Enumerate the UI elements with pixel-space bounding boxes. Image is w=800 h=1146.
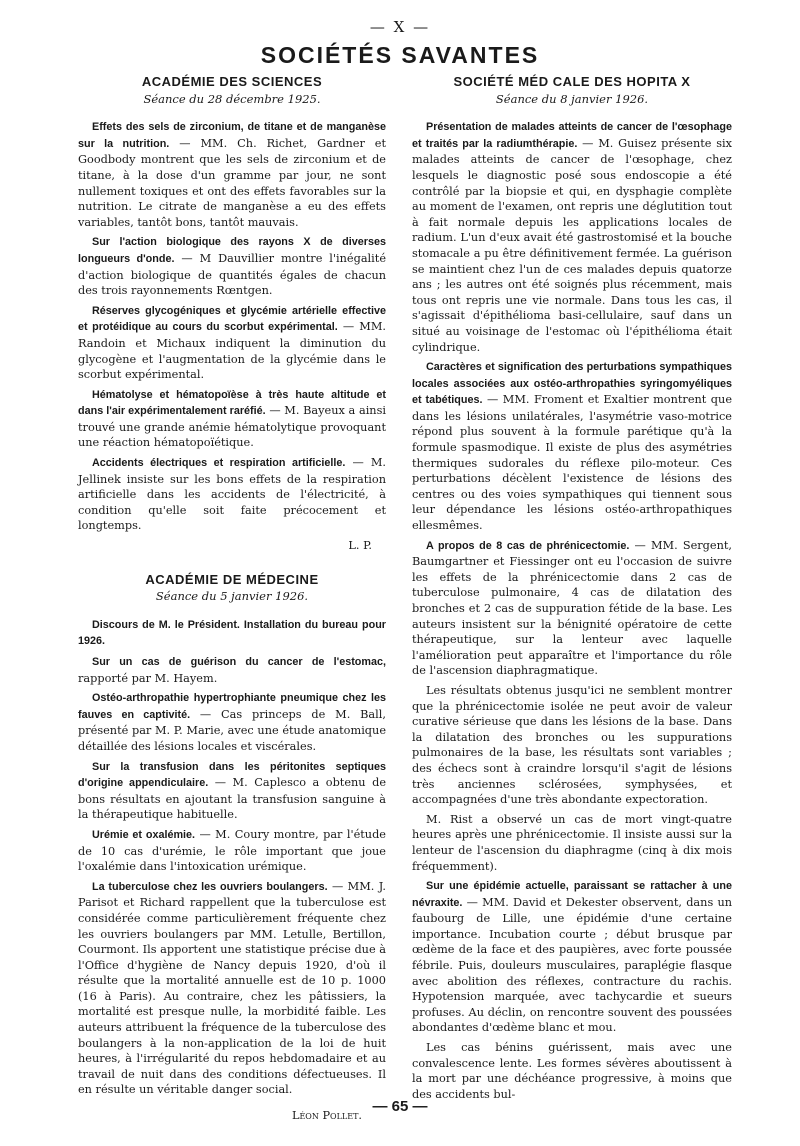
article-entry xyxy=(412,359,732,534)
article-entry xyxy=(78,654,386,686)
entry-title: Ostéo-arthropathie hypertrophiante pneumique chez les fauves en captivité. xyxy=(78,692,386,721)
entry-body: — M. Jellinek insiste sur les bons effets de la respiration artificielle dans les accidents de l'électricité, à condition qu'elle soit faite précocement et longtemps. xyxy=(78,456,387,533)
entry-title: Caractères et signification des perturbations sympathiques locales associées aux ostéo-arthropathies syringomyéliques et tabétiques. xyxy=(412,361,732,407)
entry-body: — Cas princeps de M. Ball, présenté par M. P. Marie, avec une étude anatomique détaillée des lésions locales et viscérales. xyxy=(78,707,386,753)
entry-body: rapporté par M. Hayem. xyxy=(78,671,218,685)
entry-title: Hématolyse et hématopoïèse à très haute altitude et dans l'air expérimentalement raréfié. xyxy=(78,388,386,418)
entry-body: — MM. David et Dekester observent, dans un faubourg de Lille, une épidémie d'une certaine importance. Incubation courte ; début brusque par œdème de la face et des paupières, avec forte poussée fébrile. Puis, douleurs musculaires, paraplégie flasque avec abolition des réflexes, contracture du rachis. Hypotension marquée, avec tachycardie et sueurs profuses. Au déclin, on rencontre souvent des poussées abondantes d'œdème blanc et mou. xyxy=(412,895,732,1035)
article-entry xyxy=(78,690,386,754)
paragraph: M. Rist a observé un cas de mort vingt-quatre heures après une phrénicectomie. Il insiste aussi sur la lenteur de l'ascension du diaphragme (cinq à dix mois fréquemment). xyxy=(412,812,732,873)
paragraph: Les cas bénins guérissent, mais avec une convalescence lente. Les formes sévères aboutissent à la mort par une déchéance progressive, à moins que des accidents bul- xyxy=(412,1041,732,1101)
article-entry xyxy=(412,538,732,679)
section-date: Séance du 8 janvier 1926. xyxy=(495,91,649,106)
section-date: Séance du 5 janvier 1926. xyxy=(155,589,309,604)
entry-body: — MM. Randoin et Michaux indiquent la diminution du glycogène et l'augmentation de la glycémie dans le scorbut expérimental. xyxy=(78,320,386,382)
entry-body: — M Dauvillier montre l'inégalité d'action biologique de quantités égales de chacun des trois rayonnements Rœntgen. xyxy=(78,251,387,298)
entry-body: — MM. Sergent, Baumgartner et Fiessinger ont eu l'occasion de suivre les effets de la phrénicectomie dans 2 cas de tuberculose pulmonaire, 4 cas de dilatation des bronches et 2 cas de suppuration fétide de la base. Les auteurs insistent sur la bénignité opératoire de cette thérapeutique, sur la lenteur avec laquelle l'amélioration peut apparaître et l'importance du rôle de l'ascension diaphragmatique. xyxy=(412,538,732,678)
entry-title: Discours de M. le Président. Installation du bureau pour 1926. xyxy=(78,618,386,648)
section-heading: SOCIÉTÉ MÉD CALE DES HOPITA X xyxy=(453,74,691,89)
page-number: — 65 — xyxy=(372,1098,428,1115)
article-entry xyxy=(78,387,386,451)
page-roman-numeral: — X — xyxy=(369,18,431,36)
entry-body: — MM. J. Parisot et Richard rappellent que la tuberculose est considérée comme particulièrement fréquente chez les ouvriers boulangers par MM. Letulle, Bertillon, Courmont. Ils apportent une statistique précise due à l'Office d'hygiène de Nancy depuis 1920, d'où il résulte que la mortalité annuelle est de 10 p. 1000 (16 à Paris). Au contraire, chez les pâtissiers, la mortalité est presque nulle, la morbidité faible. Les auteurs attribuent la fréquence de la tuberculose des boulangers à la non-application de la loi de huit heures, à l'irrégularité du repos hebdomadaire et au travail de nuit dans des conditions défectueuses. Il en résulte un véritable danger social. xyxy=(78,879,386,1097)
entry-body: — MM. Froment et Exaltier montrent que dans les lésions unilatérales, l'asymétrie vaso-motrice répond plus souvent à la formule parétique qu'à la formule spasmodique. Il existe de plus des asymétries thermiques sudorales du réflexe pilo-moteur. Ces perturbations décèlent l'existence de lésions des centres ou des voies sympathiques qui tiennent sous leur dépendance les lésions ostéo-arthropathiques ellesmêmes. xyxy=(412,393,732,533)
article-entry xyxy=(78,617,386,650)
left-column xyxy=(78,74,386,1124)
article-entry xyxy=(412,119,732,355)
entry-title: Effets des sels de zirconium, de titane et de manganèse sur la nutrition. xyxy=(78,121,386,150)
entry-body: — M. Bayeux a ainsi trouvé une grande anémie hématolytique provoquant une réaction hématopoïétique. xyxy=(78,404,386,450)
author-signature: Léon Pollet. xyxy=(291,1109,362,1123)
section-academie-sciences xyxy=(78,74,386,554)
entry-body: — M. Caplesco a obtenu de bons résultats en ajoutant la transfusion sanguine à la thérapeutique habituelle. xyxy=(78,776,386,822)
article-entry xyxy=(78,119,386,230)
entry-title: Sur un cas de guérison du cancer de l'estomac, xyxy=(92,656,386,668)
page-title: SOCIÉTÉS SAVANTES xyxy=(260,42,540,68)
section-heading: ACADÉMIE DES SCIENCES xyxy=(141,74,323,89)
section-date: Séance du 28 décembre 1925. xyxy=(143,91,321,106)
article-entry xyxy=(78,455,386,534)
article-entry xyxy=(78,879,386,1098)
entry-body: — M. Coury montre, par l'étude de 10 cas d'urémie, le rôle important que joue l'oxalémie dans l'intoxication urémique. xyxy=(78,827,386,874)
right-column xyxy=(412,74,732,1106)
article-entry xyxy=(78,827,386,875)
section-academie-medecine xyxy=(78,572,386,1124)
entry-title: La tuberculose chez les ouvriers boulangers. xyxy=(92,880,328,893)
article-entry xyxy=(412,878,732,1036)
entry-title: Accidents électriques et respiration artificielle. xyxy=(92,457,346,470)
article-entry xyxy=(78,303,386,383)
entry-title: Sur la transfusion dans les péritonites septiques d'origine appendiculaire. xyxy=(78,760,386,790)
paragraph: Les résultats obtenus jusqu'ici ne semblent montrer que la phrénicectomie isolée ne peut avoir de valeur curative sérieuse que dans les lésions de la base. Dans la dilatation des bronches ou les suppurations pulmonaires de la base, les résultats sont variables ; des échecs sont à craindre lorsqu'il s'agit de lésions très anciennes sclérosées, symphysées, et accompagnées d'une très abondante expectoration. xyxy=(412,683,732,807)
article-entry xyxy=(78,234,386,298)
author-signature: L. P. xyxy=(348,539,372,553)
entry-body: — M. Guisez présente six malades atteints de cancer de l'œsophage, chez lesquels le diagnostic posé sous endoscopie a été contrôlé par la biopsie et qui, en dysphagie complète au moment de l'examen, ont repris une déglutition tout à fait normale depuis les applications locales de radium. L'un d'eux avait été gastrostomisé et la bouche stomacale a pu être définitivement fermée. La guérison se maintient chez l'un de ces malades depuis quatorze ans ; les autres ont été soignés plus récemment, mais tous ont repris une vie normale. Dans tous les cas, il s'agissait d'épithélioma basi-cellulaire, sauf dans un situé au voisinage de l'estomac où l'épithélioma était cylindrique. xyxy=(412,136,733,354)
entry-title: Sur une épidémie actuelle, paraissant se rattacher à une névraxite. xyxy=(412,880,732,909)
article-entry xyxy=(78,759,386,823)
entry-title: Présentation de malades atteints de cancer de l'œsophage et traités par la radiumthérapie. xyxy=(412,121,732,150)
section-heading: ACADÉMIE DE MÉDECINE xyxy=(145,571,319,587)
entry-title: A propos de 8 cas de phrénicectomie. xyxy=(426,539,630,552)
entry-body: — MM. Ch. Richet, Gardner et Goodbody montrent que les sels de zirconium et de titane, à la dose d'un gramme par jour, ne sont nullement toxiques et ont des effets favorables sur la nutrition. Le citrate de manganèse a eu des effets variables, tantôt bons, tantôt mauvais. xyxy=(78,136,387,229)
entry-title: Urémie et oxalémie. xyxy=(92,828,196,841)
entry-title: Sur l'action biologique des rayons X de diverses longueurs d'onde. xyxy=(78,236,386,265)
entry-title: Réserves glycogéniques et glycémie artérielle effective et protéidique au cours du scorbut expérimental. xyxy=(78,304,386,334)
